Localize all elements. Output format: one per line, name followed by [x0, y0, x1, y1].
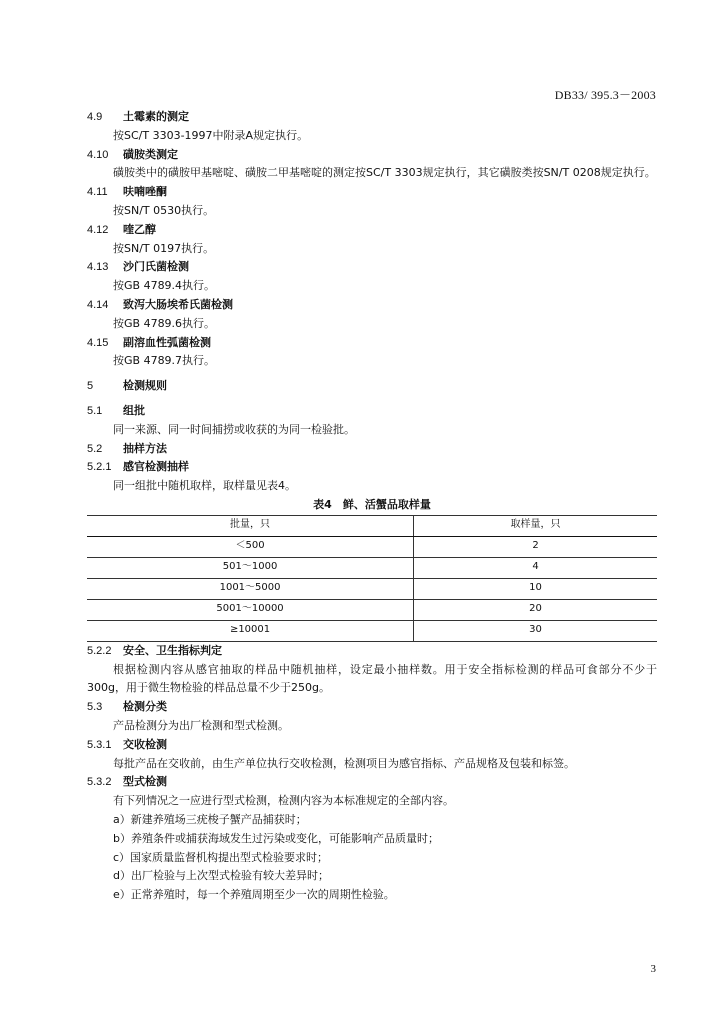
section-number: 5.3: [87, 701, 103, 714]
section-heading: [87, 221, 657, 240]
table-cell: 4: [414, 557, 657, 578]
table-cell: 2: [414, 536, 657, 557]
chapter-heading: [87, 377, 657, 396]
section-number: 4.15: [87, 336, 109, 349]
section-number: 4.9: [87, 111, 103, 123]
table-cell: 1001～5000: [87, 578, 414, 599]
section-number: 5.2.2: [87, 644, 112, 657]
section-number: 5: [87, 380, 94, 393]
table-cell: 5001～10000: [87, 599, 414, 620]
section-title: 感官检测抽样: [123, 460, 189, 474]
section-text: 根据检测内容从感官抽取的样品中随机抽样，设定最小抽样数。用于安全指标检测的样品可食部分不少于300g，用于微生物检验的样品总量不少于250g。: [87, 662, 657, 695]
section-heading: [87, 458, 657, 477]
section-number: 4.13: [87, 261, 109, 274]
list-item: c）国家质量监督机构提出型式检验要求时；: [113, 850, 329, 864]
section-title: 致泻大肠埃希氏菌检测: [123, 297, 233, 311]
section-number: 5.3.1: [87, 738, 112, 751]
section-heading: [87, 736, 657, 755]
section-heading: [87, 258, 657, 277]
section-title: 土霉素的测定: [123, 110, 189, 123]
section-title: 磺胺类测定: [123, 147, 178, 161]
section-heading: [87, 183, 657, 202]
table-cell: 501～1000: [87, 557, 414, 578]
table-cell: ≥10001: [87, 620, 414, 641]
section-heading: [87, 146, 657, 165]
table-row: [87, 557, 657, 578]
section-text: 同一组批中随机取样，取样量见表4。: [113, 479, 296, 493]
section-heading: [87, 440, 657, 459]
column-header-sample: 取样量，只: [414, 515, 657, 536]
document-body: [87, 108, 657, 905]
section-heading: [87, 402, 657, 421]
section-text: 按SC/T 3303-1997中附录A规定执行。: [113, 128, 309, 142]
section-text: 按GB 4789.7执行。: [113, 354, 216, 368]
list-item: b）养殖条件或捕获海域发生过污染或变化，可能影响产品质量时；: [113, 831, 439, 845]
section-text: 按SN/T 0530执行。: [113, 203, 215, 217]
section-text: 产品检测分为出厂检测和型式检测。: [113, 718, 289, 732]
section-heading: [87, 334, 657, 353]
section-title: 交收检测: [123, 737, 167, 751]
standard-code: DB33/ 395.3－2003: [554, 88, 656, 102]
section-heading: [87, 698, 657, 717]
column-header-batch: 批量，只: [87, 515, 414, 536]
section-title: 检测分类: [123, 700, 167, 714]
section-number: 4.11: [87, 186, 108, 199]
section-title: 组批: [123, 403, 145, 417]
section-title: 型式检测: [123, 775, 167, 789]
table-row: [87, 536, 657, 557]
table-cell: 10: [414, 578, 657, 599]
list-item: d）出厂检验与上次型式检验有较大差异时；: [113, 869, 329, 883]
section-number: 5.2: [87, 442, 103, 455]
section-number: 4.12: [87, 223, 109, 236]
section-number: 5.1: [87, 404, 103, 417]
table-cell: 30: [414, 620, 657, 641]
section-number: 5.3.2: [87, 776, 112, 789]
section-heading: [87, 108, 657, 127]
section-heading: [87, 773, 657, 792]
section-text: 按SN/T 0197执行。: [113, 241, 215, 255]
section-title: 检测规则: [123, 379, 167, 393]
list-item: e）正常养殖时，每一个养殖周期至少一次的周期性检验。: [113, 888, 395, 902]
table-row: [87, 578, 657, 599]
section-title: 抽样方法: [123, 441, 167, 455]
table-cell: ＜500: [87, 536, 414, 557]
section-text: 按GB 4789.6执行。: [113, 316, 216, 330]
section-text: 每批产品在交收前，由生产单位执行交收检测，检测项目为感官指标、产品规格及包装和标签。: [113, 756, 575, 770]
table-row: [87, 599, 657, 620]
section-title: 沙门氏菌检测: [123, 260, 189, 274]
table-title: 表4 鲜、活蟹品取样量: [313, 497, 431, 511]
section-text: 按GB 4789.4执行。: [113, 279, 216, 293]
section-number: 5.2.1: [87, 461, 112, 474]
table-row: [87, 620, 657, 641]
table-header-row: [87, 515, 657, 536]
section-title: 副溶血性弧菌检测: [123, 335, 211, 349]
sampling-table: [87, 515, 657, 642]
page-number: 3: [650, 963, 656, 975]
table-cell: 20: [414, 599, 657, 620]
section-text: 磺胺类中的磺胺甲基嘧啶、磺胺二甲基嘧啶的测定按SC/T 3303规定执行，其它磺胺类按SN/T 0208规定执行。: [113, 166, 656, 180]
section-heading: [87, 642, 657, 661]
section-text: 同一来源、同一时间捕捞或收获的为同一检验批。: [113, 422, 355, 436]
section-title: 呋喃唑酮: [123, 185, 167, 199]
section-heading: [87, 296, 657, 315]
section-title: 喹乙醇: [123, 222, 156, 236]
list-item: a）新建养殖场三疣梭子蟹产品捕获时；: [113, 812, 307, 826]
section-title: 安全、卫生指标判定: [123, 643, 222, 657]
section-number: 4.10: [87, 148, 109, 161]
section-number: 4.14: [87, 298, 109, 311]
section-text: 有下列情况之一应进行型式检测，检测内容为本标准规定的全部内容。: [113, 794, 454, 808]
